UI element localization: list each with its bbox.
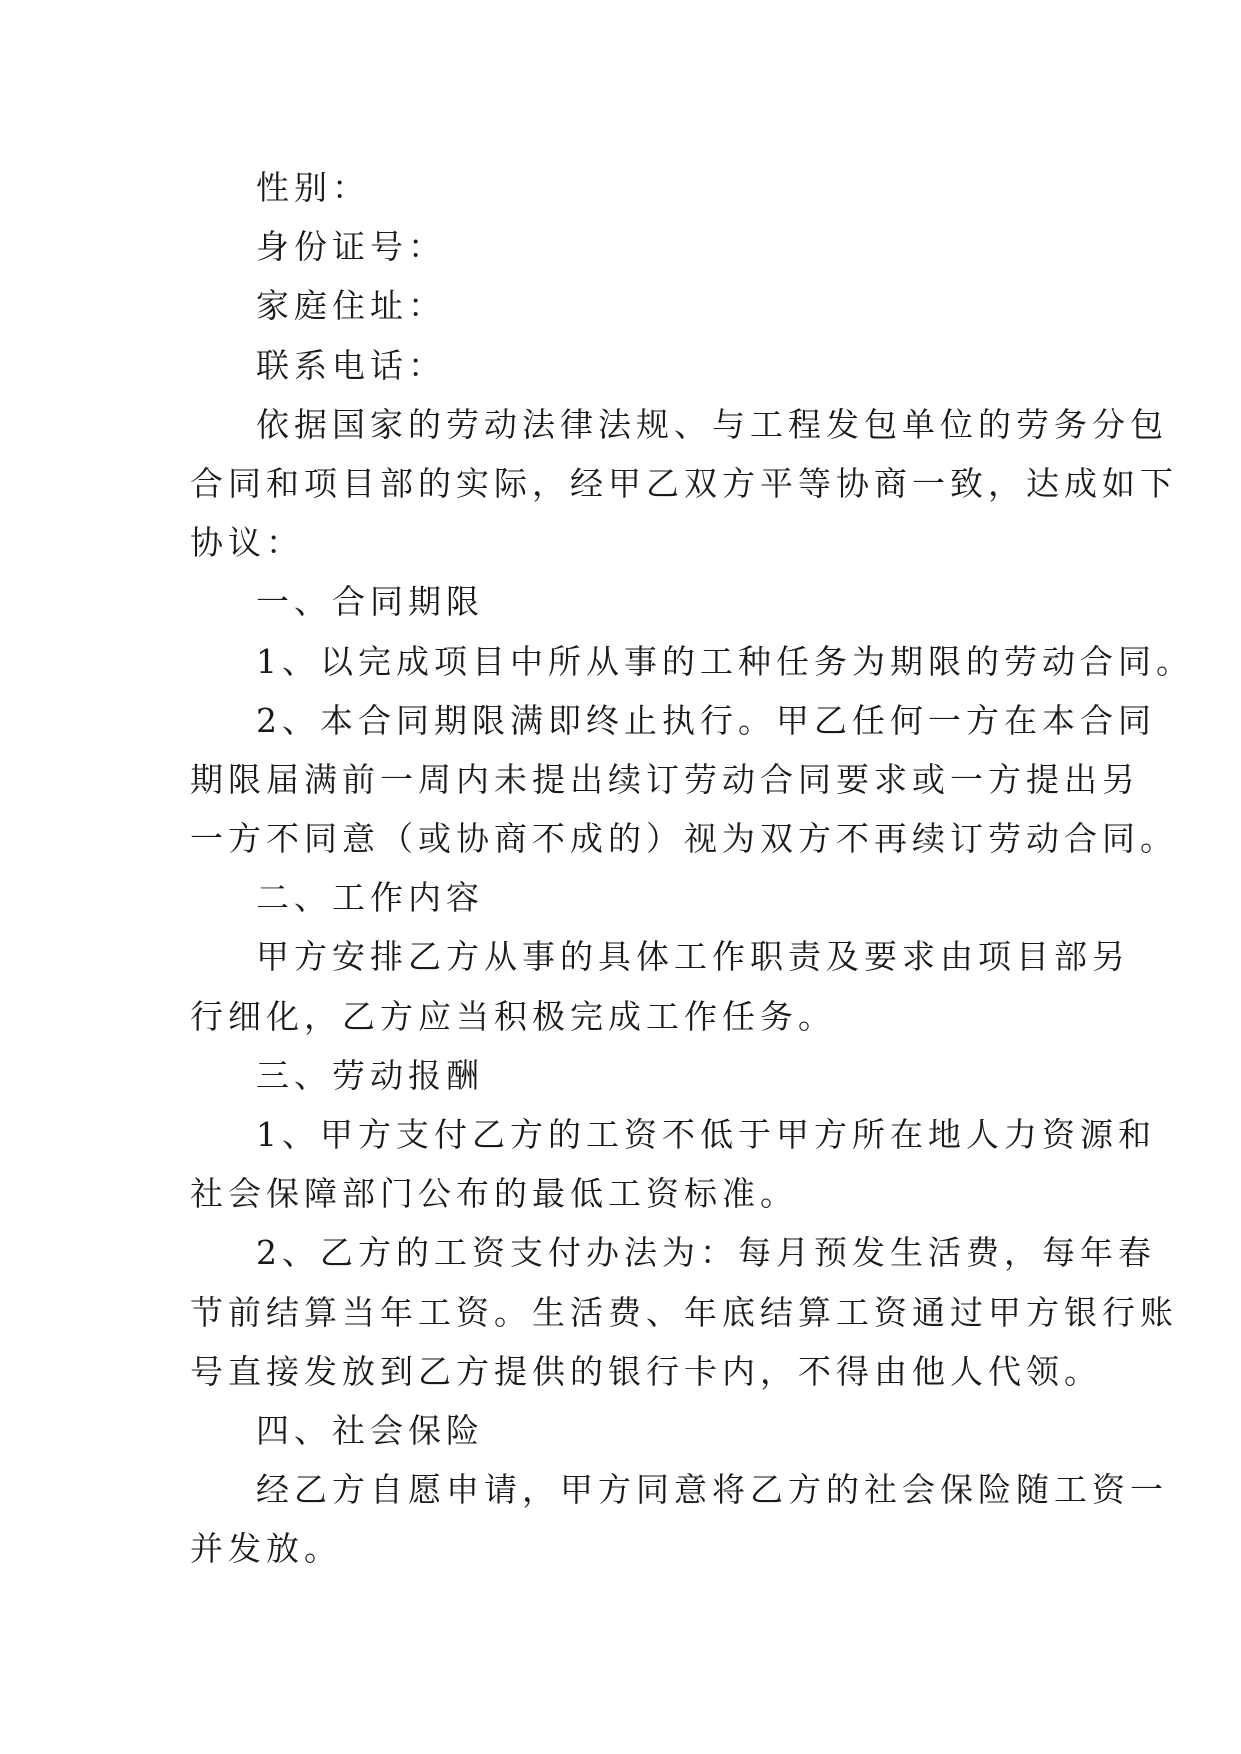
paragraph-line: 号直接发放到乙方提供的银行卡内，不得由他人代领。	[190, 1351, 1102, 1391]
paragraph-line: 社会保障部门公布的最低工资标准。	[190, 1174, 798, 1214]
field-contact-phone: 联系电话：	[256, 345, 446, 385]
paragraph-line: 行细化，乙方应当积极完成工作任务。	[190, 996, 836, 1036]
paragraph-line: 合同和项目部的实际，经甲乙双方平等协商一致，达成如下	[190, 463, 1178, 503]
paragraph-line: 1、以完成项目中所从事的工种任务为期限的劳动合同。	[256, 641, 1194, 681]
paragraph-line: 经乙方自愿申请，甲方同意将乙方的社会保险随工资一	[256, 1470, 1168, 1510]
paragraph-line: 协议：	[190, 523, 304, 563]
paragraph-line: 甲方安排乙方从事的具体工作职责及要求由项目部另	[256, 937, 1130, 977]
paragraph-line: 节前结算当年工资。生活费、年底结算工资通过甲方银行账	[190, 1292, 1178, 1332]
field-gender: 性别：	[256, 168, 370, 207]
paragraph-line: 一方不同意（或协商不成的）视为双方不再续订劳动合同。	[190, 819, 1178, 859]
paragraph-line: 2、乙方的工资支付办法为：每月预发生活费，每年春	[256, 1233, 1156, 1273]
paragraph-line: 依据国家的劳动法律法规、与工程发包单位的劳务分包	[256, 404, 1168, 444]
section-heading: 三、劳动报酬	[256, 1055, 484, 1095]
paragraph-line: 并发放。	[190, 1529, 342, 1569]
document-body	[190, 158, 1194, 1579]
paragraph-line: 2、本合同期限满即终止执行。甲乙任何一方在本合同	[256, 700, 1156, 740]
field-home-address: 家庭住址：	[256, 286, 446, 326]
section-heading: 二、工作内容	[256, 878, 484, 918]
section-heading: 四、社会保险	[256, 1410, 484, 1450]
paragraph-line: 1、甲方支付乙方的工资不低于甲方所在地人力资源和	[256, 1115, 1156, 1154]
paragraph-line: 期限届满前一周内未提出续订劳动合同要求或一方提出另	[190, 759, 1140, 799]
field-id-number: 身份证号：	[256, 227, 446, 267]
section-heading: 一、合同期限	[256, 582, 484, 622]
